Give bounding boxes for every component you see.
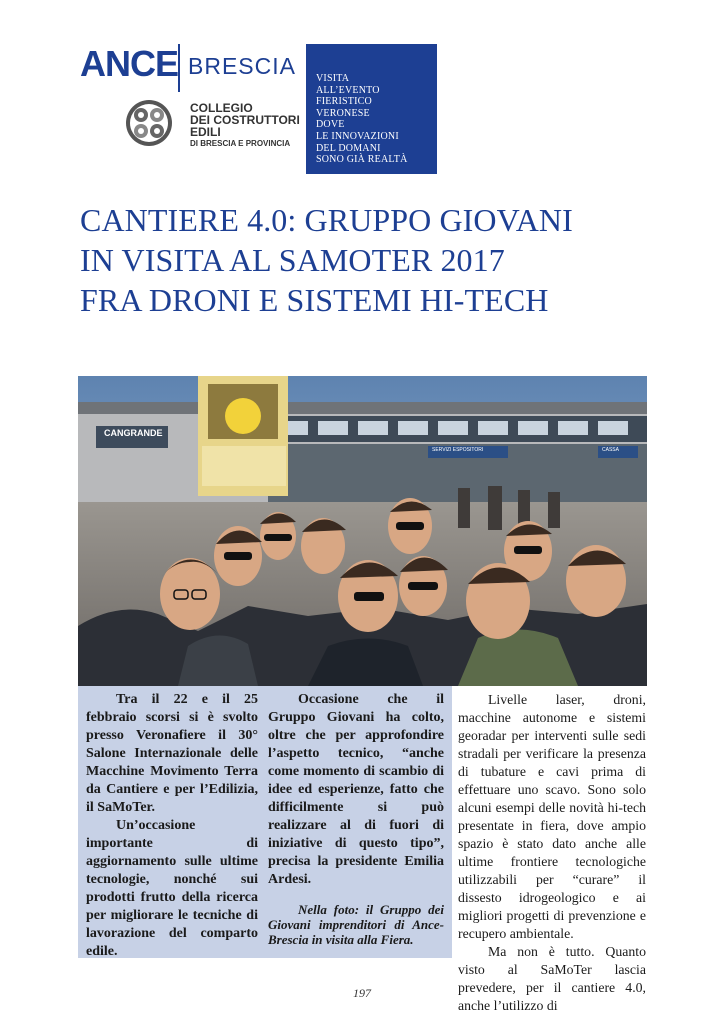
paragraph: Occasione che il Gruppo Giovani ha colto, oltre che per approfondire l’aspetto tecnico, “anche come momento di scambio di idee ed esperienze, fatto che difficilmente si può realizzare al di fuori di iniziative di questo tipo”, precisa la presidente Emilia Ardesi. [268, 692, 444, 887]
paragraph: Tra il 22 e il 25 febbraio scorsi si è svolto presso Veronafiere il 30° Salone Internazionale delle Macchine Movimento Terra da Cantiere e per l’Edilizia, il SaMoTer. [86, 692, 258, 815]
intro-line: DOVE [316, 119, 345, 131]
paragraph: Ma non è tutto. Quanto visto al SaMoTer lascia prevedere, per il cantiere 4.0, anche l’utilizzo di [458, 944, 646, 1013]
group-photo [78, 376, 647, 686]
paragraph: Livelle laser, droni, macchine autonome e sistemi georadar per interventi sulle sedi stradali per verificare la presenza di tubature e cavi prima di effettuare uno scavo. Sono solo alcuni esempi delle novità hi-tech presentate in fiera, dove ampio spazio è stato dato anche alle ultime frontiere tecnologiche utilizzabili per “curare” il dissesto idrogeologico e ai migliori progetti di prevenzione e recupero ambientale. [458, 692, 646, 941]
paragraph: Un’occasione importante di aggiornamento sulle ultime tecnologie, nonché sui prodotti frutto della ricerca per migliorare le tecniche di lavorazione del comparto edile. [86, 818, 258, 959]
intro-line: SONO GIÀ REALTÀ [316, 154, 408, 166]
photo-caption [268, 902, 444, 947]
title-line-1: CANTIERE 4.0: GRUPPO GIOVANI [80, 202, 573, 238]
ance-logo: ANCE [80, 43, 179, 84]
collegio-line-2: DEI COSTRUTTORI [190, 113, 300, 127]
intro-line: VISITA [316, 73, 350, 84]
collegio-subtitle: DI BRESCIA E PROVINCIA [190, 139, 291, 148]
column-1 [86, 691, 258, 961]
cassa-sign: CASSA [602, 447, 619, 453]
title-line-2: IN VISITA AL SAMOTER 2017 [80, 242, 505, 278]
intro-line: LE INNOVAZIONI [316, 130, 399, 142]
collegio-name [190, 102, 300, 149]
page-number: 197 [353, 986, 371, 1000]
intro-line: DEL DOMANI [316, 142, 381, 154]
intro-line: VERONESE [316, 107, 370, 119]
bce-logo-mark [124, 98, 174, 148]
collegio-line-1: COLLEGIO [190, 101, 253, 115]
intro-line: ALL’EVENTO [316, 84, 380, 96]
title-line-3: FRA DRONI E SISTEMI HI-TECH [80, 282, 549, 318]
logo-separator [178, 44, 180, 92]
collegio-line-3: EDILI [190, 125, 221, 139]
intro-box-text [316, 73, 434, 166]
servizi-sign: SERVIZI ESPOSITORI [432, 447, 484, 453]
cangrande-sign: CANGRANDE [104, 428, 163, 438]
intro-line: FIERISTICO [316, 96, 372, 108]
column-3 [458, 691, 646, 1015]
column-2 [268, 691, 444, 889]
article-title [80, 200, 680, 320]
logo-city: BRESCIA [188, 53, 296, 79]
caption-text: Nella foto: il Gruppo dei Giovani imprenditori di Ance-Brescia in visita alla Fiera. [268, 902, 444, 947]
